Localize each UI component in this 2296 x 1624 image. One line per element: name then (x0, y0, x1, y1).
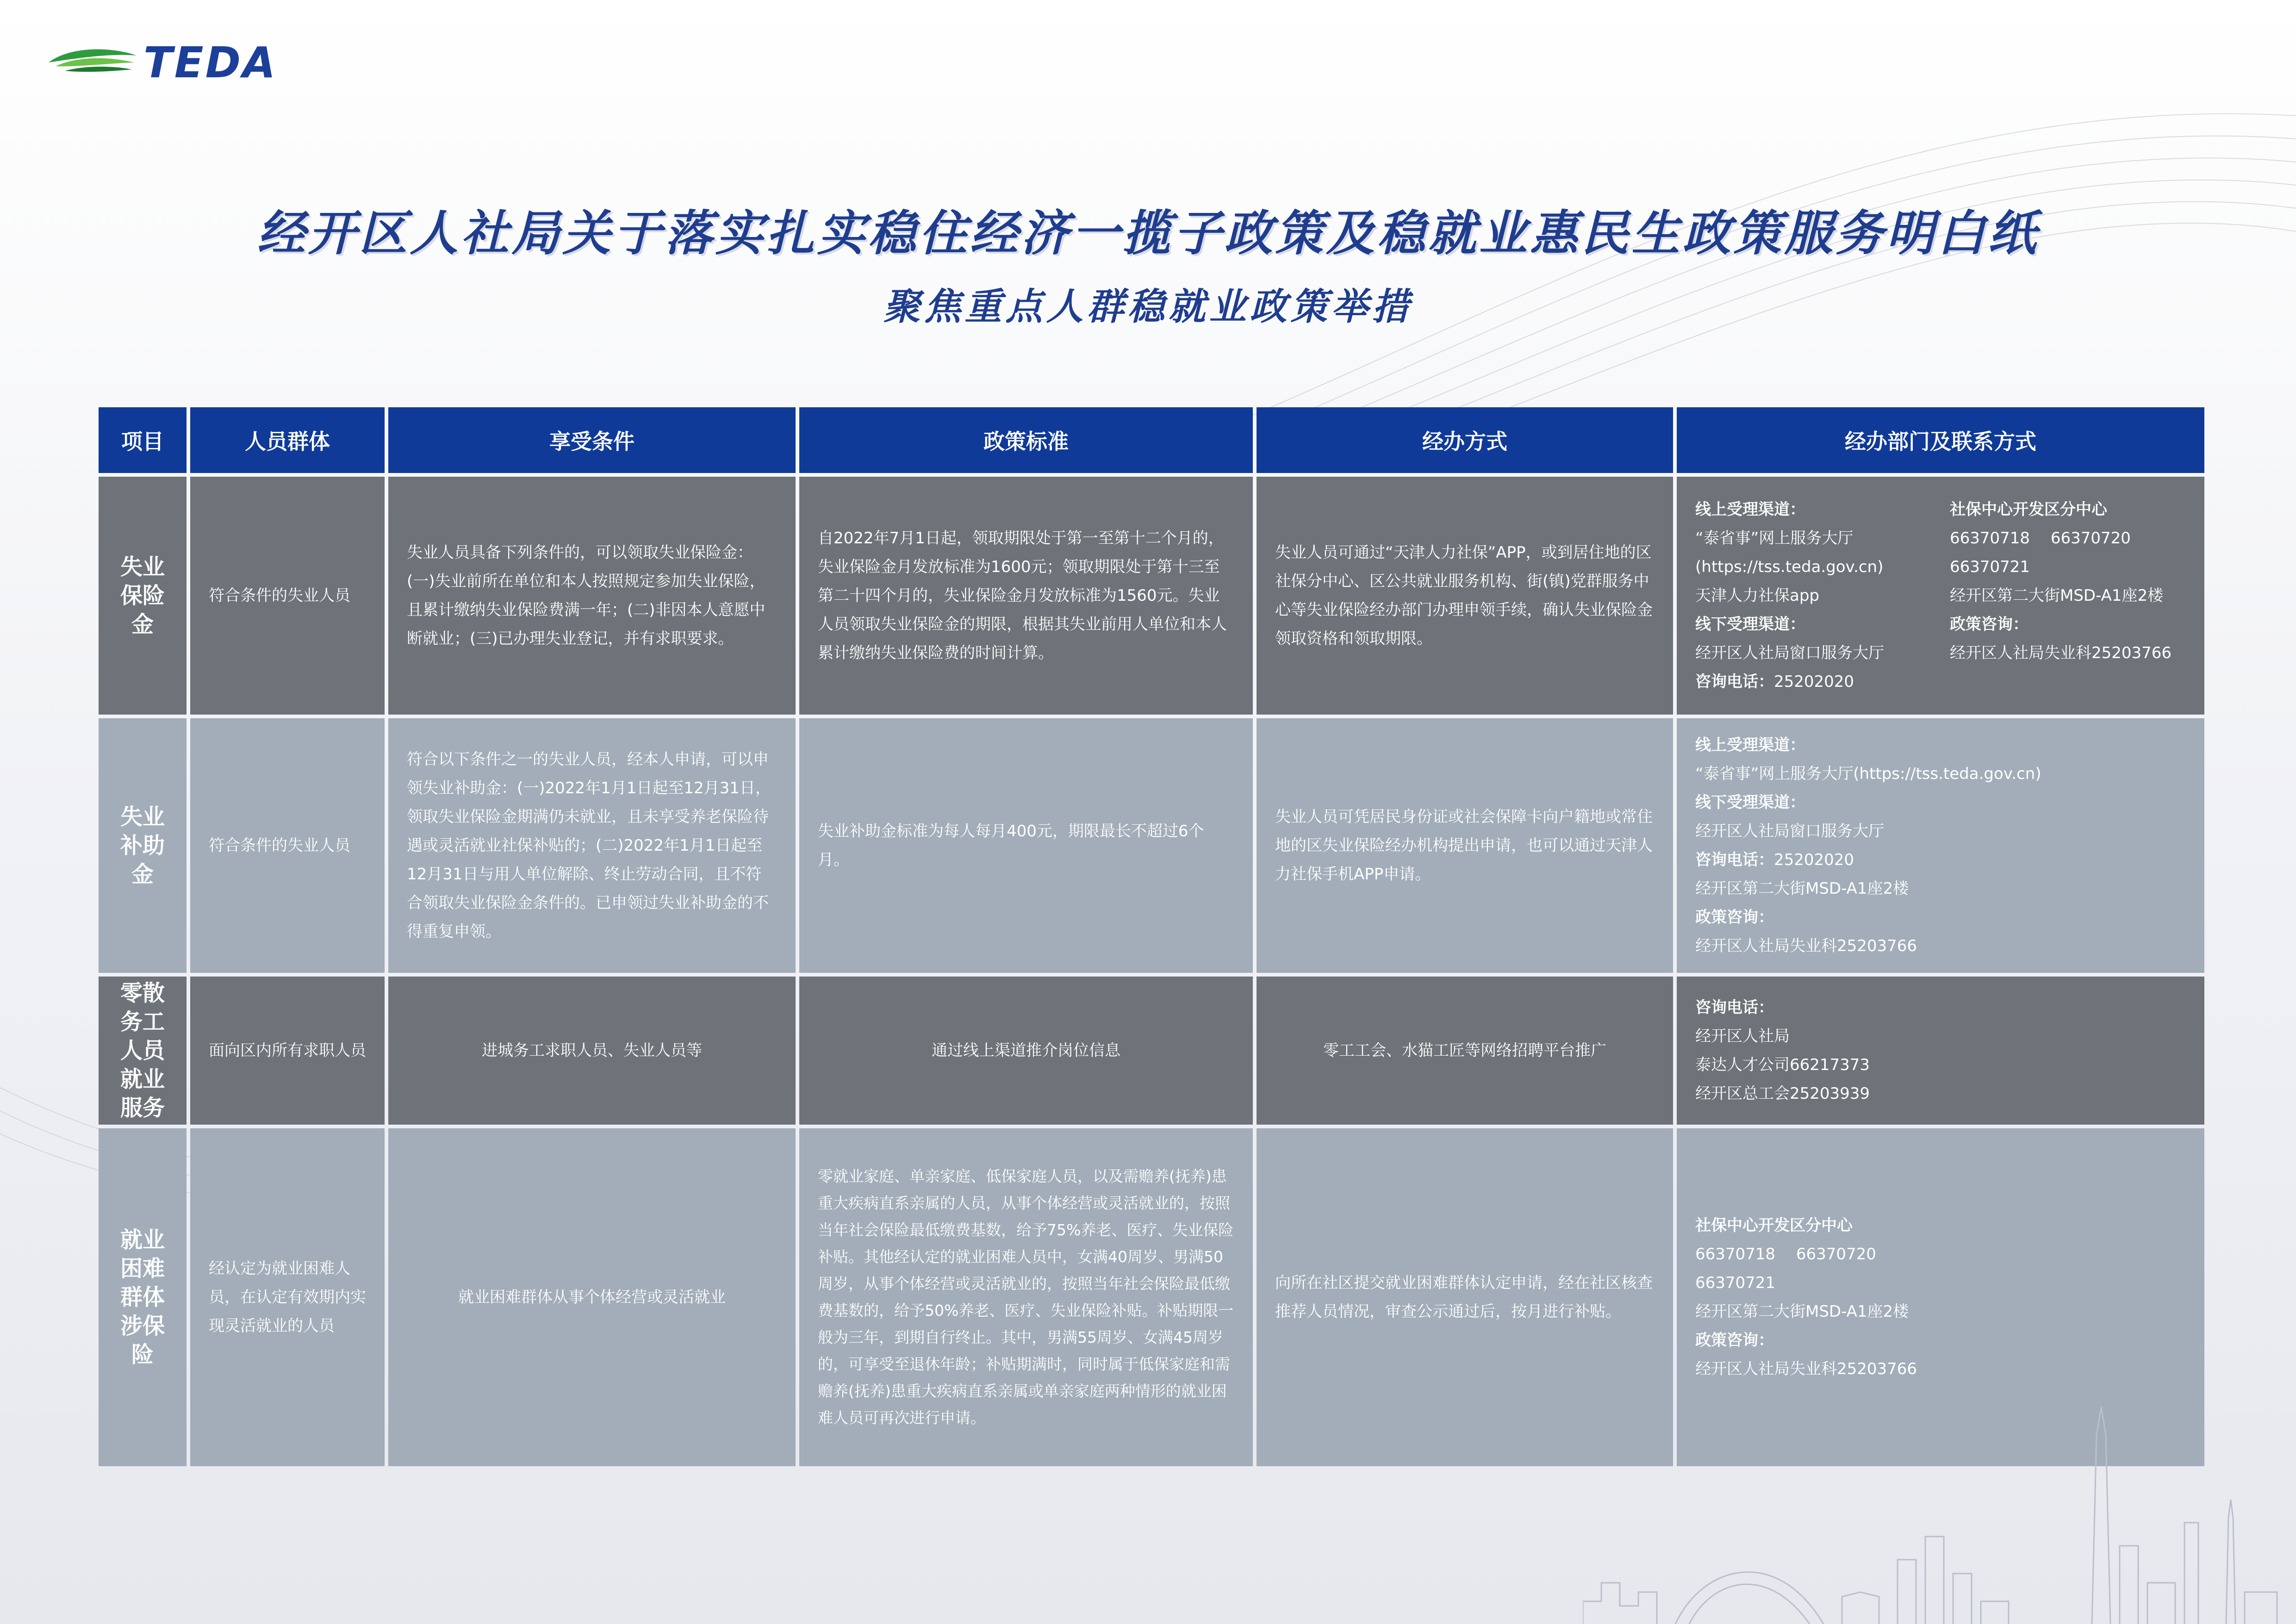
row-standard: 通过线上渠道推介岗位信息 (799, 977, 1253, 1125)
table-row (99, 718, 2204, 973)
contact-line (1695, 1240, 2186, 1269)
contact-line (1695, 731, 2186, 759)
contact-label: 政策咨询： (1695, 1331, 1774, 1350)
teda-leaf-icon (46, 44, 139, 81)
contact-label: 线上受理渠道： (1695, 736, 1805, 754)
contact-label: 咨询电话： (1695, 998, 1774, 1017)
contact-line (1695, 874, 2186, 903)
header-group: 人员群体 (190, 407, 385, 473)
contact-line (1695, 553, 1931, 581)
contact-value: 经开区人社局失业科25203766 (1695, 937, 1917, 955)
contact-line (1695, 817, 2186, 846)
contact-line (1695, 1022, 2186, 1051)
table-row (99, 477, 2204, 715)
contact-line (1695, 495, 1931, 524)
row-method: 失业人员可通过“天津人力社保”APP，或到居住地的区社保分中心、区公共就业服务机构、街(镇)党群服务中心等失业保险经办部门办理申领手续，确认失业保险金领取资格和领取期限。 (1257, 477, 1673, 715)
contact-label: 政策咨询： (1695, 908, 1774, 927)
page-subtitle: 聚焦重点人群稳就业政策举措 (883, 285, 1413, 328)
contact-line (1695, 759, 2186, 788)
contact-value: 66370718 66370720 (1950, 529, 2131, 548)
teda-logo (46, 37, 278, 87)
page-title: 经开区人社局关于落实扎实稳住经济一揽子政策及稳就业惠民生政策服务明白纸 (257, 205, 2039, 261)
contact-value: 经开区第二大街MSD-A1座2楼 (1695, 879, 1909, 898)
contact-label: 咨询电话： (1695, 672, 1774, 691)
header-conditions: 享受条件 (388, 407, 796, 473)
contact-line (1695, 1269, 2186, 1297)
contact-value: 经开区第二大街MSD-A1座2楼 (1950, 586, 2164, 605)
header-standard: 政策标准 (799, 407, 1253, 473)
contact-line (1950, 639, 2186, 667)
contact-line (1950, 610, 2186, 639)
header-method: 经办方式 (1257, 407, 1673, 473)
contact-line (1695, 1326, 2186, 1355)
table-row (99, 1128, 2204, 1466)
row-group: 符合条件的失业人员 (190, 477, 385, 715)
row-item (99, 718, 187, 973)
row-item (99, 477, 187, 715)
contact-value: 经开区人社局失业科25203766 (1695, 1360, 1917, 1378)
contact-line (1695, 581, 1931, 610)
row-group: 经认定为就业困难人员，在认定有效期内实现灵活就业的人员 (190, 1128, 385, 1466)
row-contact (1677, 977, 2204, 1125)
contact-line (1695, 846, 2186, 874)
contact-value: 经开区人社局失业科25203766 (1950, 644, 2172, 662)
contact-line (1695, 639, 1931, 667)
row-conditions: 进城务工求职人员、失业人员等 (388, 977, 796, 1125)
row-method: 向所在社区提交就业困难群体认定申请，经在社区核查推荐人员情况，审查公示通过后，按月进行补贴。 (1257, 1128, 1673, 1466)
contact-right (1950, 495, 2186, 696)
contact-line (1950, 524, 2186, 553)
row-group: 符合条件的失业人员 (190, 718, 385, 973)
contact-line (1950, 581, 2186, 610)
contact-value: 泰达人才公司66217373 (1695, 1056, 1870, 1074)
contact-value: “泰省事”网上服务大厅(https://tss.teda.gov.cn) (1695, 765, 2041, 783)
item-text: 零散务工人员就业服务 (120, 980, 165, 1121)
contact-value: 66370721 (1950, 558, 2030, 576)
contact-line (1695, 1079, 2186, 1108)
contact-value: 66370718 66370720 (1695, 1245, 1876, 1263)
contact-line (1695, 1355, 2186, 1383)
row-method: 零工工会、水猫工匠等网络招聘平台推广 (1257, 977, 1673, 1125)
row-item (99, 977, 187, 1125)
contact-label: 社保中心开发区分中心 (1695, 1216, 1853, 1235)
contact-label: 线下受理渠道： (1695, 615, 1805, 634)
row-method: 失业人员可凭居民身份证或社会保障卡向户籍地或常住地的区失业保险经办机构提出申请，也可以通过天津人力社保手机APP申请。 (1257, 718, 1673, 973)
contact-value: 天津人力社保app (1695, 586, 1819, 605)
row-conditions: 就业困难群体从事个体经营或灵活就业 (388, 1128, 796, 1466)
header-item: 项目 (99, 407, 187, 473)
contact-line (1695, 903, 2186, 932)
contact-value: 25202020 (1774, 851, 1854, 869)
contact-label: 线上受理渠道： (1695, 500, 1805, 519)
table-header-row (99, 407, 2204, 473)
item-text: 失业保险金 (120, 554, 165, 637)
row-group: 面向区内所有求职人员 (190, 977, 385, 1125)
contact-line (1695, 993, 2186, 1022)
header-contact: 经办部门及联系方式 (1677, 407, 2204, 473)
contact-line (1695, 932, 2186, 960)
item-text: 失业补助金 (120, 804, 165, 887)
contact-label: 线下受理渠道： (1695, 793, 1805, 812)
row-standard: 自2022年7月1日起，领取期限处于第一至第十二个月的，失业保险金月发放标准为1600元；领取期限处于第十三至第二十四个月的，失业保险金月发放标准为1560元。失业人员领取失业保险金的期限，根据其失业前用人单位和本人累计缴纳失业保险费的时间计算。 (799, 477, 1253, 715)
contact-line (1695, 610, 1931, 639)
contact-value: 25202020 (1774, 672, 1854, 691)
contact-value: 经开区人社局窗口服务大厅 (1695, 822, 1884, 840)
contact-label: 政策咨询： (1950, 615, 2028, 634)
row-conditions: 符合以下条件之一的失业人员，经本人申请，可以申领失业补助金：(一)2022年1月1日起至12月31日，领取失业保险金期满仍未就业，且未享受养老保险待遇或灵活就业社保补贴的；(二)2022年1月1日起至12月31日与用人单位解除、终止劳动合同，且不符合领取失业保险金条件的。已申领过失业补助金的不得重复申领。 (388, 718, 796, 973)
contact-line (1695, 1051, 2186, 1079)
row-contact (1677, 718, 2204, 973)
contact-label: 社保中心开发区分中心 (1950, 500, 2107, 519)
contact-line (1950, 553, 2186, 581)
contact-left (1695, 495, 1931, 696)
row-item (99, 1128, 187, 1466)
contact-value: 经开区人社局 (1695, 1027, 1790, 1045)
contact-line (1695, 524, 1931, 553)
row-standard: 失业补助金标准为每人每月400元，期限最长不超过6个月。 (799, 718, 1253, 973)
row-standard: 零就业家庭、单亲家庭、低保家庭人员，以及需赡养(抚养)患重大疾病直系亲属的人员，从事个体经营或灵活就业的，按照当年社会保险最低缴费基数，给予75%养老、医疗、失业保险补贴。其他经认定的就业困难人员中，女满40周岁、男满50周岁，从事个体经营或灵活就业的，按照当年社会保险最低缴费基数的，给予50%养老、医疗、失业保险补贴。补贴期限一般为三年，到期自行终止。其中，男满55周岁、女满45周岁的，可享受至退休年龄；补贴期满时，同时属于低保家庭和需赡养(抚养)患重大疾病直系亲属或单亲家庭两种情形的就业困难人员可再次进行申请。 (799, 1128, 1253, 1466)
logo-text: TEDA (143, 37, 278, 87)
row-contact (1677, 1128, 2204, 1466)
contact-label: 咨询电话： (1695, 851, 1774, 869)
contact-value: 经开区总工会25203939 (1695, 1084, 1870, 1103)
contact-value: 经开区人社局窗口服务大厅 (1695, 644, 1884, 662)
row-contact (1677, 477, 2204, 715)
contact-line (1695, 1297, 2186, 1326)
contact-line (1695, 667, 1931, 696)
row-conditions: 失业人员具备下列条件的，可以领取失业保险金：(一)失业前所在单位和本人按照规定参加失业保险，且累计缴纳失业保险费满一年；(二)非因本人意愿中断就业；(三)已办理失业登记，并有求职要求。 (388, 477, 796, 715)
contact-line (1950, 495, 2186, 524)
contact-line (1695, 788, 2186, 817)
contact-value: (https://tss.teda.gov.cn) (1695, 558, 1884, 576)
contact-value: 66370721 (1695, 1274, 1776, 1292)
contact-value: 经开区第二大街MSD-A1座2楼 (1695, 1302, 1909, 1321)
contact-value: “泰省事”网上服务大厅 (1695, 529, 1854, 548)
table-row (99, 977, 2204, 1125)
policy-table (95, 404, 2208, 1470)
item-text: 就业困难群体涉保险 (120, 1227, 165, 1368)
contact-line (1695, 1211, 2186, 1240)
